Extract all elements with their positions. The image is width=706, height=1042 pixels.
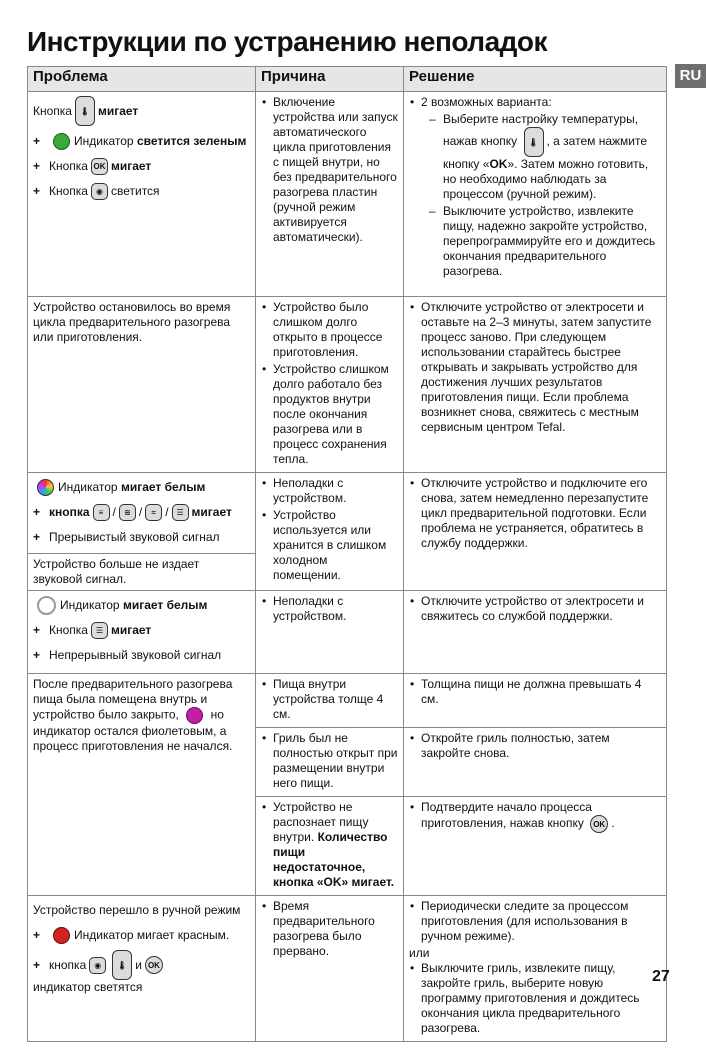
plus-sign: + (33, 529, 41, 544)
text: После предварительного разогрева пища была помещена внутрь и устройство было закрыто, (33, 677, 233, 722)
text: Индикатор мигает красным. (74, 927, 230, 942)
text: мигает (110, 158, 152, 173)
problem-cell (28, 674, 256, 896)
list-item: • Выключите гриль, извлеките пищу, закройте гриль, выберите новую программу приготовления и дождитесь окончания цикла предварительного разогрева. (421, 961, 661, 1036)
header-solution: Решение (404, 67, 667, 92)
text: Прерывистый звуковой сигнал (49, 529, 220, 544)
problem-cell (28, 92, 256, 297)
text: мигает (97, 103, 139, 118)
solution-cell (404, 297, 667, 473)
plus-sign: + (33, 133, 41, 148)
text: ». Затем можно готовить, но необходимо наблюдать за процессом (ручной режим). (443, 157, 649, 201)
text: светится (110, 183, 160, 198)
manual-mode-button-icon: ◉ (89, 957, 106, 974)
list-item: – Выключите устройство, извлеките пищу, надежно закройте устройство, перепрограммируйте его и дождитесь окончания предварительного разогрева. (443, 204, 661, 279)
table-row (28, 473, 667, 591)
plus-sign: + (33, 647, 41, 662)
table-row (28, 591, 667, 674)
text: Устройство не распознает пищу внутри. (273, 800, 369, 844)
solution-cell (404, 591, 667, 674)
table-header-row (28, 67, 667, 92)
text: светится зеленым (136, 133, 247, 148)
plus-sign: + (33, 622, 41, 637)
text: , а затем нажмите кнопку « (443, 134, 648, 171)
text: Кнопка (49, 158, 88, 173)
table-row (28, 674, 667, 728)
table-row (28, 297, 667, 473)
text: или (409, 946, 430, 960)
page-title: Инструкции по устранению неполадок (27, 26, 548, 57)
list-item: • Отключите устройство и подключите его снова, затем немедленно перезапустите цикл предварительной подготовки. Если проблема не устраняется, обратитесь в службу поддержки. (421, 476, 661, 551)
text: Кнопка (49, 622, 88, 637)
cause-cell (256, 473, 404, 591)
program-button-icon: ☰ (91, 622, 108, 639)
text: Индикатор (60, 597, 120, 612)
problem-cell (28, 473, 256, 591)
cause-cell (256, 92, 404, 297)
plus-sign: + (33, 957, 41, 972)
manual-mode-button-icon: ◉ (91, 183, 108, 200)
solution-cell (404, 92, 667, 297)
program-button-icon: ☰ (172, 504, 189, 521)
ok-button-icon: OK (145, 956, 163, 974)
text: Количество пищи недостаточное, кнопка «OK» мигает. (273, 830, 395, 889)
text: OK (489, 157, 508, 171)
list-item (443, 112, 661, 202)
problem-cell (28, 591, 256, 674)
list-item: • Периодически следите за процессом приготовления (для использования в ручном режиме). (421, 899, 661, 944)
purple-indicator-icon (186, 707, 203, 724)
text: индикатор светятся (33, 980, 143, 994)
header-problem: Проблема (28, 67, 256, 92)
list-item: • Отключите устройство от электросети и свяжитесь со службой поддержки. (421, 594, 661, 624)
program-button-icon: ≈ (145, 504, 162, 521)
text: Индикатор (74, 133, 134, 148)
green-indicator-icon (53, 133, 70, 150)
plus-sign: + (33, 504, 41, 519)
header-cause: Причина (256, 67, 404, 92)
plus-sign: + (33, 158, 41, 173)
problem-cell: Устройство остановилось во время цикла предварительного разогрева или приготовления. (28, 297, 256, 473)
solution-cell (404, 473, 667, 591)
cause-cell (256, 297, 404, 473)
text: мигает (191, 504, 232, 519)
text: Устройство больше не издает звуковой сигнал. (33, 557, 200, 586)
text: / (138, 504, 143, 519)
text: Кнопка (33, 103, 72, 118)
cause-cell (256, 797, 404, 896)
list-item: • Неполадки с устройством. (273, 476, 398, 506)
plus-sign: + (33, 927, 41, 942)
multicolor-indicator-icon (37, 479, 54, 496)
problem-cell (28, 896, 256, 1042)
text: . (611, 816, 615, 831)
cause-cell (256, 728, 404, 797)
text: но индикатор остался фиолетовым, а процесс приготовления не начался. (33, 707, 233, 753)
language-tab: RU (675, 64, 706, 88)
list-item: • Время предварительного разогрева было прервано. (273, 899, 398, 959)
text: / (165, 504, 169, 519)
table-row (28, 92, 667, 297)
cause-cell (256, 896, 404, 1042)
white-indicator-icon (37, 596, 56, 615)
text: кнопка (49, 504, 90, 519)
red-indicator-icon (53, 927, 70, 944)
thermometer-button-icon: 🌡 (524, 127, 544, 157)
list-item: • Откройте гриль полностью, затем закройте снова. (421, 731, 661, 761)
text: мигает белым (122, 597, 208, 612)
text: Кнопка (49, 183, 88, 198)
program-button-icon: ≡ (93, 504, 110, 521)
cause-cell (256, 591, 404, 674)
list-item: • Включение устройства или запуск автоматического цикла приготовления с пищей внутри, но без предварительного разогрева пластин (ручной режим активируется автоматически). (273, 95, 398, 245)
text: Выберите настройку температуры, нажав кнопку (443, 112, 639, 149)
solution-cell (404, 797, 667, 896)
text: кнопка (49, 957, 87, 972)
text: / (112, 504, 116, 519)
list-item: • Устройство используется или хранится в слишком холодном помещении. (273, 508, 398, 583)
solution-cell (404, 896, 667, 1042)
cause-cell (256, 674, 404, 728)
ok-button-icon: OK (590, 815, 608, 833)
text: мигает белым (120, 479, 206, 494)
plus-sign: + (33, 183, 41, 198)
page-number: 27 (652, 968, 670, 985)
list-item: • Толщина пищи не должна превышать 4 см. (421, 677, 661, 707)
text: Подтвердите начало процесса приготовления, нажав кнопку (421, 800, 592, 831)
text: 2 возможных варианта: (421, 95, 552, 109)
program-button-icon: ≋ (119, 504, 136, 521)
thermometer-button-icon: 🌡 (112, 950, 132, 980)
text: Непрерывный звуковой сигнал (49, 647, 222, 662)
thermometer-button-icon: 🌡 (75, 96, 95, 126)
text: и (135, 957, 142, 972)
list-item: • Устройство было слишком долго открыто в процессе приготовления. (273, 300, 398, 360)
list-item: • Отключите устройство от электросети и оставьте на 2–3 минуты, затем запустите процесс заново. При следующем использовании старайтесь быстрее открывать и закрывать устройство для достижения лучших результатов приготовления пищи. Если проблема возникнет снова, свяжитесь с местным сервисным центром Tefal. (421, 300, 661, 435)
ok-button-icon: OK (91, 158, 108, 175)
list-item: • Пища внутри устройства толще 4 см. (273, 677, 398, 722)
troubleshooting-table (27, 66, 667, 1042)
text: мигает (110, 622, 152, 637)
text: Индикатор (58, 479, 118, 494)
list-item: • Устройство слишком долго работало без продуктов внутри после окончания разогрева или в процесс сохранения тепла. (273, 362, 398, 467)
solution-cell (404, 674, 667, 728)
text: Устройство перешло в ручной режим (33, 902, 241, 917)
list-item: • Неполадки с устройством. (273, 594, 398, 624)
table-row (28, 896, 667, 1042)
solution-cell (404, 728, 667, 797)
list-item: • Гриль был не полностью открыт при размещении внутри него пищи. (273, 731, 398, 791)
